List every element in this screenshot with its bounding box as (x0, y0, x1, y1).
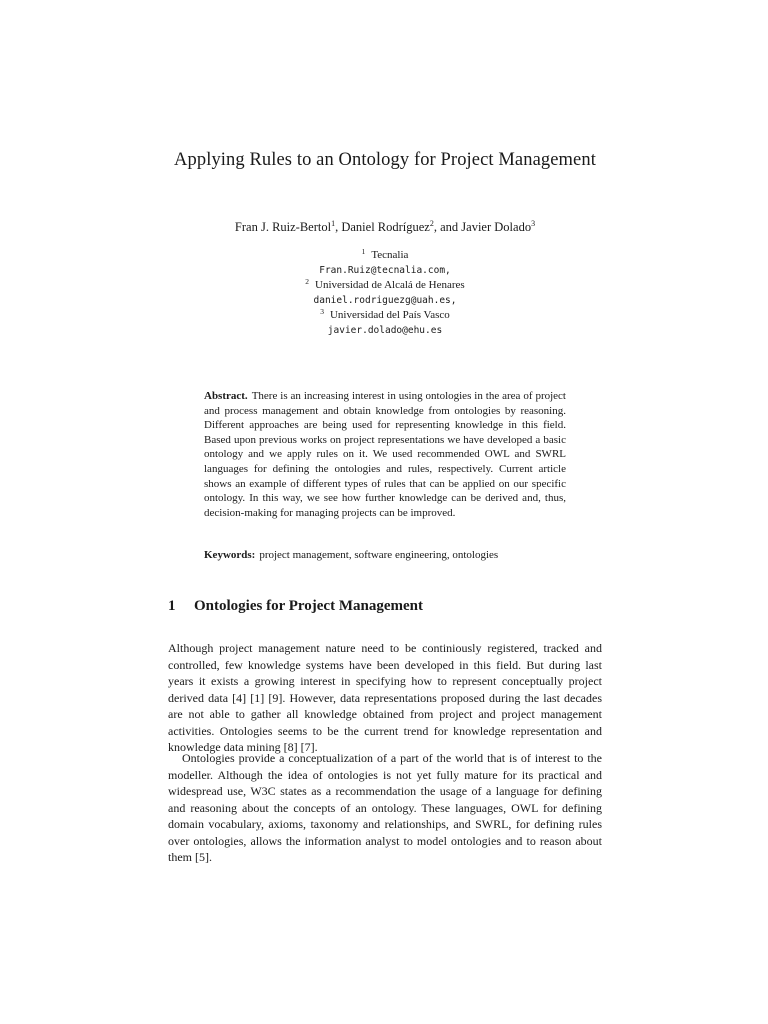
section-title: Ontologies for Project Management (194, 598, 423, 614)
abstract (204, 389, 566, 520)
abstract-label: Abstract. (204, 390, 248, 402)
author-name: Daniel Rodríguez (341, 220, 430, 234)
affiliation-email: javier.dolado@ehu.es (327, 325, 443, 336)
author-list (150, 219, 620, 235)
affiliation-email: Fran.Ruiz@tecnalia.com, (319, 265, 451, 276)
section-number: 1 (168, 598, 176, 614)
body-paragraph: Although project management nature need to be continiously registered, tracked and controlled, few knowledge systems have been developed in this field. But during last years it exists a growing interest in specifying how to represent conceptually project derived data [4] [1] [9]. However, data representations proposed during the last decades are not able to gather all knowledge obtained from project and project management activities. Ontologies seems to be the current trend for knowledge representation and knowledge data mining [8] [7]. (168, 641, 602, 754)
author-mark: 3 (531, 219, 536, 228)
keywords-label: Keywords: (204, 549, 256, 561)
abstract-text: There is an increasing interest in using ontologies in the area of project and process management and obtain knowledge from ontologies by reasoning. Different approaches are being used for representing knowledge in this field. Based upon previous works on project representations we have developed a basic ontology and we apply rules on it. We used recommended OWL and SWRL languages for defining the ontologies and rules, respectively. Current article shows an example of different types of rules that can be applied on our specific ontology. In this way, we see how further knowledge can be derived and, thus, decision-making for managing projects can be improved. (204, 390, 566, 519)
author-mark: 2 (429, 219, 434, 228)
keywords (204, 548, 566, 562)
affiliation-org: Universidad de Alcalá de Henares (315, 279, 465, 291)
affiliation-mark: 1 (361, 247, 366, 256)
affiliation-email: daniel.rodriguezg@uah.es, (313, 295, 457, 306)
keywords-text: project management, software engineering, ontologies (259, 549, 499, 561)
author-name: Javier Dolado (461, 220, 532, 234)
author-name: Fran J. Ruiz-Bertol (234, 220, 332, 234)
author-separator: , (335, 220, 342, 234)
author-mark: 1 (331, 219, 336, 228)
section-heading (168, 597, 423, 615)
paper-title: Applying Rules to an Ontology for Project Management (174, 150, 596, 170)
affiliation-org: Universidad del País Vasco (329, 309, 450, 321)
affiliation-mark: 3 (320, 307, 324, 316)
affiliation-mark: 2 (305, 277, 310, 286)
author-separator: , and (433, 220, 462, 234)
affiliation-org: Tecnalia (371, 249, 409, 261)
affiliation-block (200, 248, 570, 338)
body-paragraph: Ontologies provide a conceptualization of a part of the world that is of interest to the modeller. Although the idea of ontologies is not yet fully mature for its practical and widespread use, W3C states as a recommendation the usage of a language for defining and reasoning about the concepts of an ontology. These languages, OWL for defining domain vocabulary, axioms, taxonomy and relationships, and SWRL, for defining rules over ontologies, allows the information analyst to model ontologies and to reason about them [5]. (168, 751, 602, 864)
